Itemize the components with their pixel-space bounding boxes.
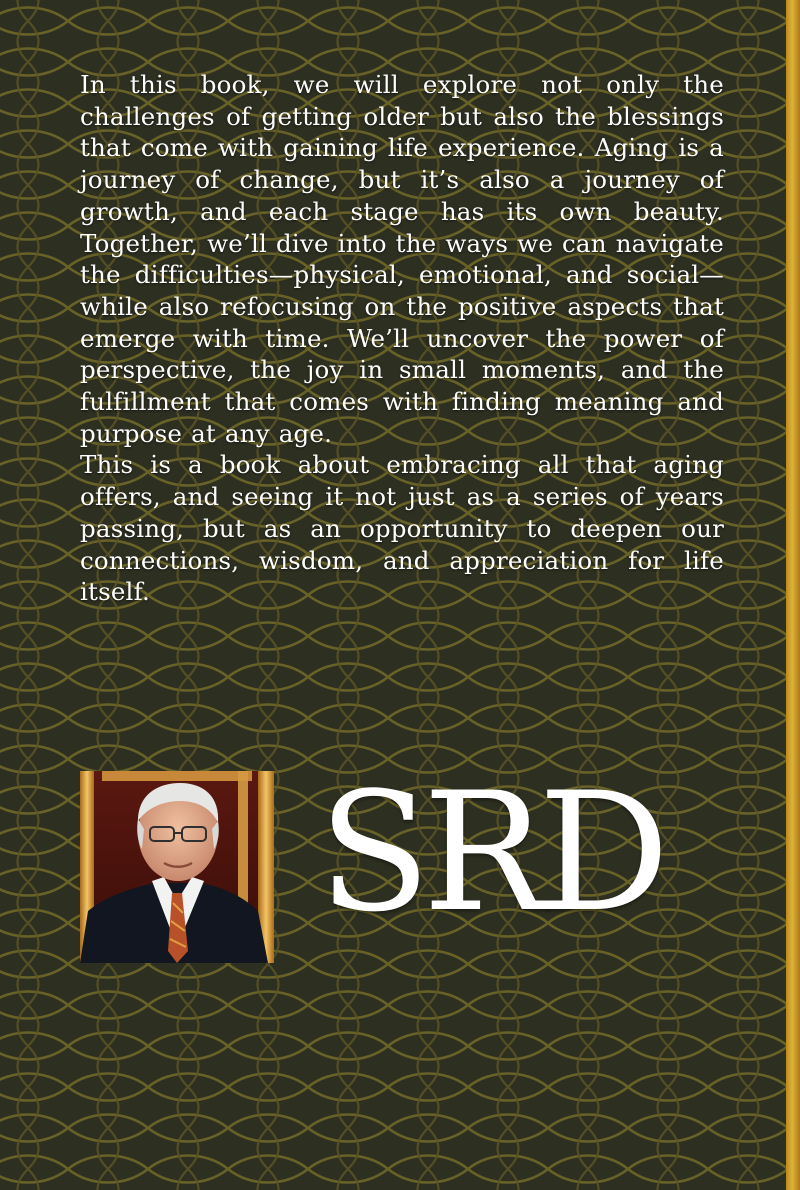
blurb-paragraph-2: This is a book about embracing all that aging offers, and seeing it not just as a series of years passing, but as an opportunity to deepen our connections, wisdom, and appreciation for life itself.: [80, 450, 724, 607]
author-initials: SRD: [318, 757, 662, 948]
blurb-paragraph-1: In this book, we will explore not only the challenges of getting older but also the blessings that come with gaining life experience. Aging is a journey of change, but it’s also a journey of growth, and each stage has its own beauty. Together, we’ll dive into the ways we can navigate the difficulties—physical, emotional, and social—while also refocusing on the positive aspects that emerge with time. We’ll uncover the power of perspective, the joy in small moments, and the fulfillment that comes with finding meaning and purpose at any age.: [80, 70, 724, 448]
gold-spine-edge: [786, 0, 800, 1190]
back-cover-blurb: [80, 69, 724, 608]
author-portrait-photo: [80, 771, 274, 963]
